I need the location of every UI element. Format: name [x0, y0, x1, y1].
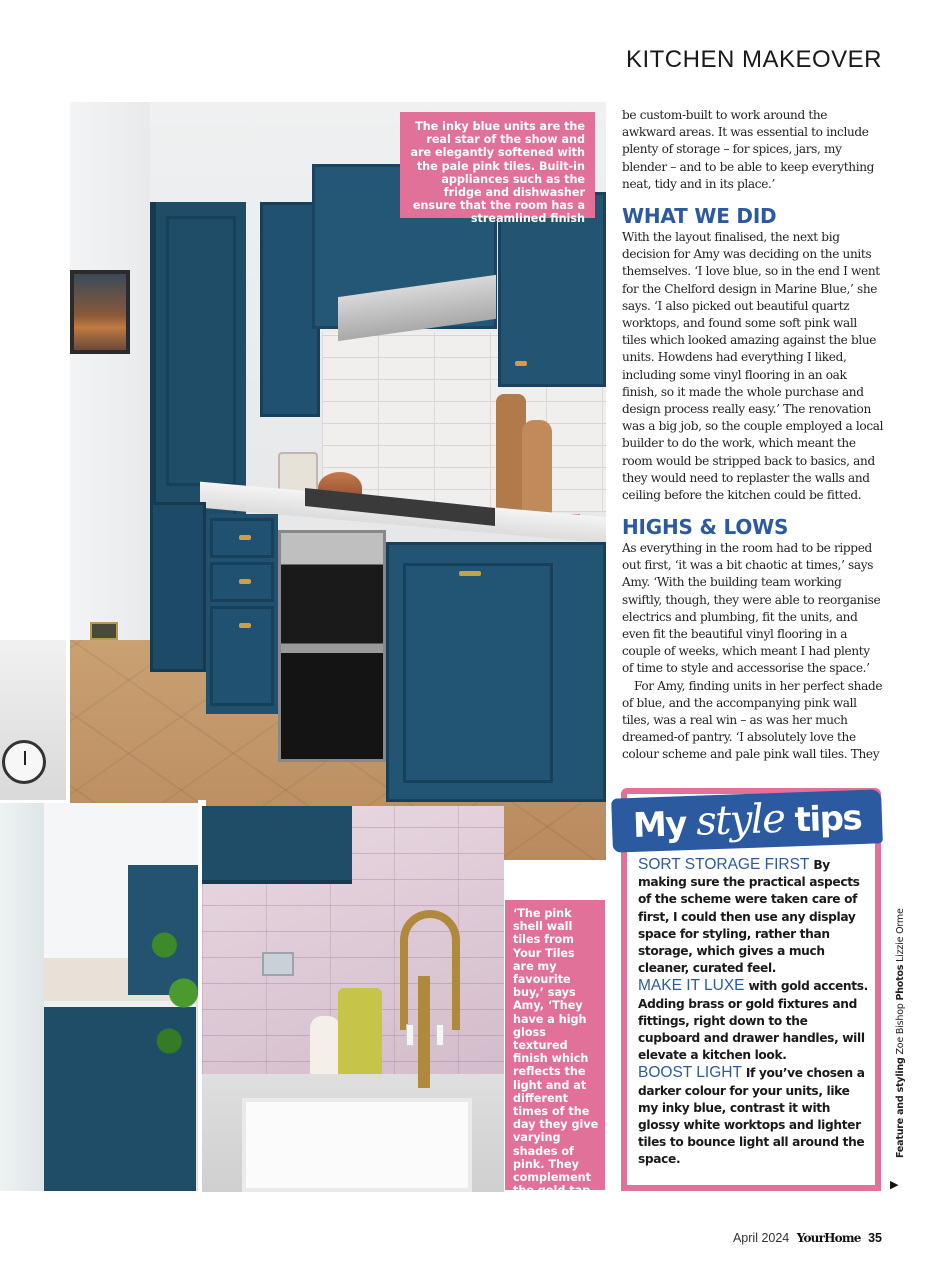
base-cabinet	[150, 502, 206, 672]
gold-tap	[400, 910, 460, 1030]
wall	[70, 102, 150, 702]
side-photo-clock	[0, 640, 66, 800]
green-vase	[338, 988, 382, 1084]
glass-door	[0, 803, 44, 1191]
continue-arrow-icon: ▶	[890, 1178, 899, 1191]
wall-artwork	[70, 270, 130, 354]
light-switch	[262, 952, 294, 976]
issue-date: April 2024	[732, 1231, 790, 1245]
page-footer	[733, 1231, 882, 1245]
drawer-unit	[206, 514, 278, 714]
sink-photo	[202, 806, 504, 1192]
base-cabinet	[386, 542, 606, 802]
title-word: tips	[793, 798, 862, 841]
paragraph: be custom-built to work around the awkward areas. It was essential to include plenty of storage – for spices, jars, my blender – and to be able to keep everything neat, tidy and in its place.’	[622, 108, 875, 191]
wall-cabinet	[202, 806, 352, 884]
credit-label: Feature and styling	[895, 1057, 906, 1158]
credit-name: Lizzie Orme	[895, 908, 906, 962]
wall-clock-icon	[2, 740, 46, 784]
gold-tap-body	[418, 976, 430, 1088]
wall-socket	[90, 622, 118, 640]
sink-photo-caption: ‘The pink shell wall tiles from Your Tiles are my favourite buy,’ says Amy, ‘They have a high gloss textured finish which reflects the light and at different times of the day they give varying shades of pink. They complement the gold tap and quartz worktops perfectly’	[505, 900, 605, 1190]
photo-credits	[895, 908, 906, 1158]
pothos-plant	[150, 913, 198, 1073]
paragraph: With the layout finalised, the next big decision for Amy was deciding on the units themselves. ‘I love blue, so in the end I went for the Chelford design in Marine Blue,’ she says. ‘I also picked out beautiful quartz worktops, and found some soft pink wall tiles which looked amazing against the blue units. Howdens had everything I liked, including some vinyl flooring in an oak finish, so it made the whole purchase and design process really easy.’ The renovation was a big job, so the couple employed a local builder to do the work, which meant the room would be stripped back to basics, and they would need to replaster the walls and ceiling before the kitchen could be fitted.	[622, 230, 884, 503]
section-label: KITCHEN MAKEOVER	[625, 46, 882, 73]
wall-cabinet	[260, 202, 320, 417]
paragraph: For Amy, finding units in her perfect shade of blue, and the accompanying pink wall tiles, was a real win – as was her much dreamed-of pantry. ‘I absolutely love the colour scheme and pale pink wall tiles. They	[622, 678, 883, 762]
style-tips-list	[638, 856, 872, 1169]
white-sink	[242, 1098, 472, 1192]
credit-name: Zoe Bishop	[895, 1003, 906, 1055]
article-intro-continued	[622, 107, 884, 193]
tip-heading: BOOST LIGHT	[638, 1064, 742, 1082]
tip-item	[638, 1064, 872, 1168]
main-photo-caption: The inky blue units are the real star of the show and are elegantly softened with the pale pink tiles. Built-in appliances such as the fridge and dishwasher ensure that the room has a streamlined finish	[400, 112, 595, 218]
paragraph: As everything in the room had to be ripped out first, ‘it was a bit chaotic at times,’ says Amy. ‘With the building team working swiftly, though, they were able to reorganise electrics and plumbing, fit the units, and even fit the beautiful vinyl flooring in a couple of weeks, which meant I had plenty of time to style and accessorise the space.’	[622, 541, 881, 676]
tip-text: with gold accents. Adding brass or gold fixtures and fittings, right down to the cupboard and drawer handles, will elevate a kitchen look.	[638, 979, 868, 1063]
tip-item	[638, 977, 872, 1064]
cat-ornament	[310, 1016, 340, 1080]
page-number: 35	[868, 1231, 882, 1245]
tip-heading: SORT STORAGE FIRST	[638, 856, 810, 873]
style-tips-title	[611, 789, 883, 852]
side-photo-doorway	[0, 803, 198, 1191]
title-word: My	[632, 804, 687, 846]
title-word-script: style	[695, 795, 786, 845]
chopping-board	[522, 420, 552, 524]
credit-label: Photos	[895, 964, 906, 1001]
tip-text: By making sure the practical aspects of the scheme were taken care of first, I could then use any display space for styling, rather than storage, which gives a much cleaner, curated feel.	[638, 858, 860, 976]
tap-handle	[436, 1024, 444, 1046]
section-heading-what-we-did: WHAT WE DID	[622, 204, 777, 228]
article-section-2	[622, 540, 884, 764]
tip-item	[638, 856, 872, 977]
section-heading-highs-lows: HIGHS & LOWS	[622, 515, 789, 539]
magazine-logo: YourHome	[796, 1231, 861, 1245]
tip-text: If you’ve chosen a darker colour for your units, like my inky blue, contrast it with glossy white worktops and lighter tiles to bounce light all around the space.	[638, 1066, 865, 1167]
double-oven	[278, 530, 386, 762]
tip-heading: MAKE IT LUXE	[638, 977, 745, 995]
tap-handle	[406, 1024, 414, 1046]
article-section-1	[622, 229, 884, 504]
